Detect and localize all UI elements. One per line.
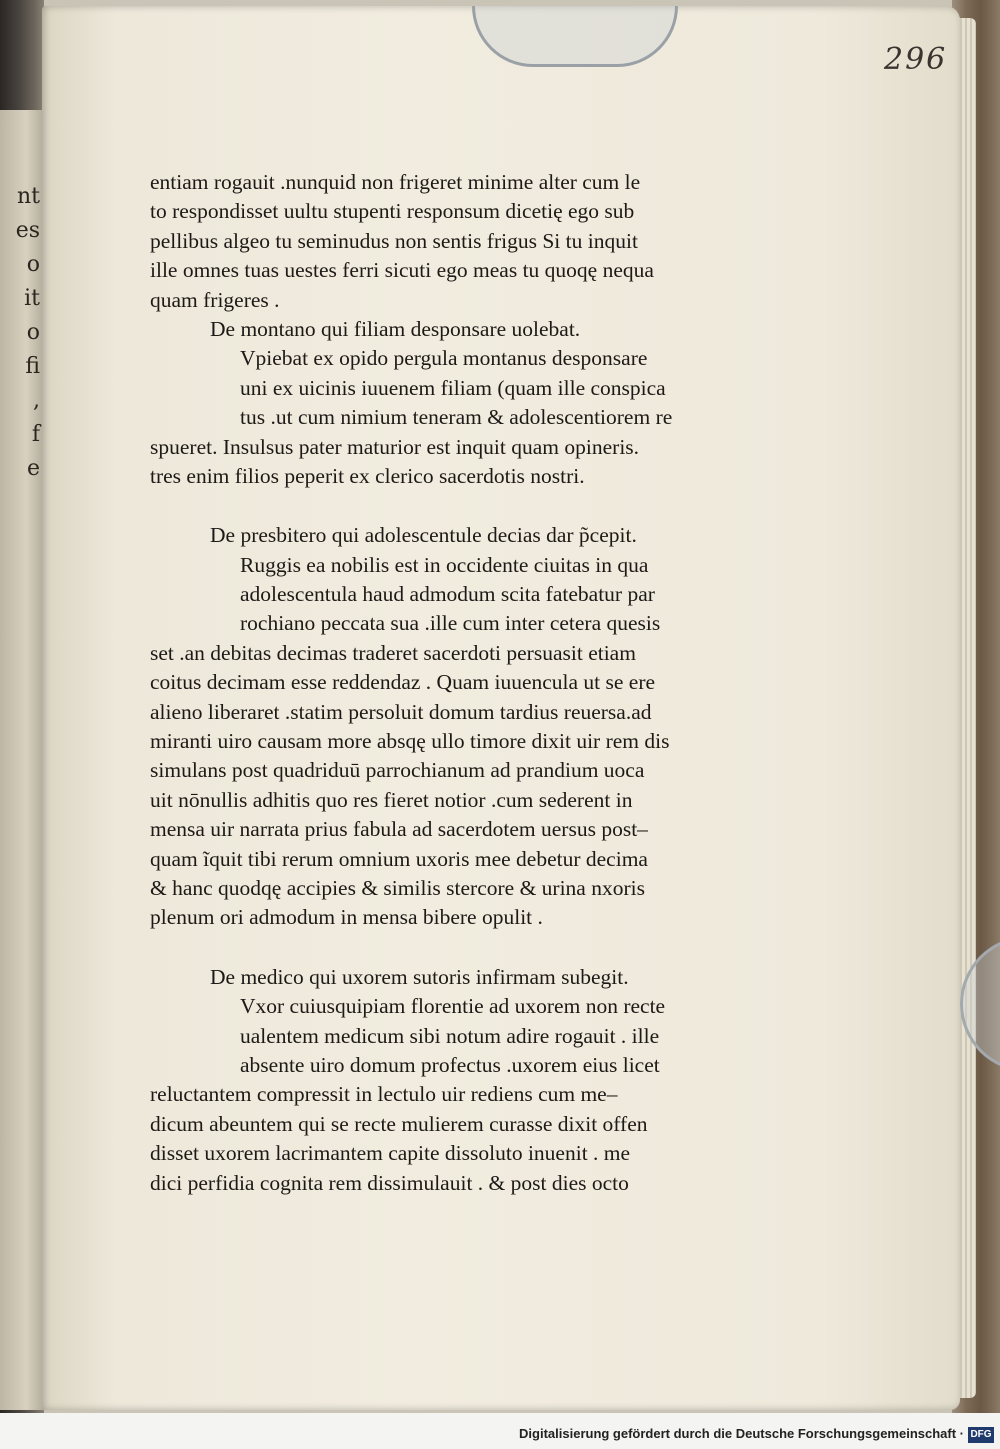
text-line: Ruggis ea nobilis est in occidente ciuitas in qua xyxy=(240,552,649,577)
text-line: absente uiro domum profectus .uxorem eius licet xyxy=(240,1052,660,1077)
text-line: rochiano peccata sua .ille cum inter cetera quesis xyxy=(240,611,661,636)
text-line: pellibus algeo tu seminudus non sentis frigus Si tu inquit xyxy=(150,228,638,253)
left-page-fragment: it xyxy=(24,286,40,311)
text-line: set .an debitas decimas traderet sacerdoti persuasit etiam xyxy=(150,640,636,665)
text-line: uni ex uicinis iuuenem filiam (quam ille conspica xyxy=(240,375,666,400)
left-page-fragment: fi xyxy=(25,354,40,379)
text-line: disset uxorem lacrimantem capite dissoluto inuenit . me xyxy=(150,1141,631,1166)
paragraph-gap xyxy=(150,491,782,521)
text-line: tres enim filios peperit ex clerico sacerdotis nostri. xyxy=(150,463,585,488)
text-line: reluctantem compressit in lectulo uir rediens cum me‒ xyxy=(150,1082,618,1107)
footer-bar xyxy=(0,1413,1000,1449)
dfg-logo: DFG xyxy=(968,1427,994,1443)
left-page-fragment: , xyxy=(33,388,40,413)
text-line: quam frigeres . xyxy=(150,287,280,312)
text-line: entiam rogauit .nunquid non frigeret minime alter cum le xyxy=(150,170,641,194)
left-page-fragment: e xyxy=(26,456,40,481)
funding-credit: Digitalisierung gefördert durch die Deutsche Forschungsgemeinschaft · xyxy=(519,1426,964,1441)
text-line: adolescentula haud admodum scita fatebatur par xyxy=(240,582,655,607)
text-line: tus .ut cum nimium teneram & adolescentiorem re xyxy=(240,405,673,430)
text-line: quam ĩquit tibi rerum omnium uxoris mee debetur decima xyxy=(150,846,648,871)
left-page-fragment: nt xyxy=(16,184,40,209)
text-line: simulans post quadriduū parrochianum ad prandium uoca xyxy=(150,758,645,783)
paragraph-gap xyxy=(150,933,782,963)
text-line: uit nōnullis adhitis quo res fieret notior .cum sederent in xyxy=(150,787,633,812)
text-line: dici perfidia cognita rem dissimulauit . & post dies octo xyxy=(150,1170,629,1195)
text-line: Vpiebat ex opido pergula montanus desponsare xyxy=(240,346,648,371)
text-line: ualentem medicum sibi notum adire rogauit . ille xyxy=(240,1023,660,1048)
text-line: spueret. Insulsus pater maturior est inquit quam opineris. xyxy=(150,434,640,459)
text-line: mensa uir narrata prius fabula ad sacerdotem uersus post‒ xyxy=(150,817,648,842)
text-line: to respondisset uultu stupenti responsum dicetię ego sub xyxy=(150,199,635,224)
left-page-fragment: o xyxy=(26,320,40,345)
text-line: miranti uiro causam more absqę ullo timore dixit uir rem dis xyxy=(150,729,670,754)
text-line: & hanc quodqę accipies & similis stercore & urina nxoris xyxy=(150,875,645,900)
left-page-fragment: f xyxy=(31,422,40,447)
text-line: alieno liberaret .statim persoluit domum tardius reuersa.ad xyxy=(150,699,652,724)
text-line: plenum ori admodum in mensa bibere opulit . xyxy=(150,905,543,930)
text-block xyxy=(150,168,782,1198)
chapter-heading: De medico qui uxorem sutoris infirmam subegit. xyxy=(210,964,629,989)
text-line: dicum abeuntem qui se recte mulierem curasse dixit offen xyxy=(150,1111,648,1136)
text-line: coitus decimam esse reddendaz . Quam iuuencula ut se ere xyxy=(150,670,656,695)
left-page-fragment: o xyxy=(26,252,40,277)
chapter-heading: De montano qui filiam desponsare uolebat. xyxy=(210,316,581,341)
previous-page-edge xyxy=(0,110,44,1410)
left-page-fragment: es xyxy=(15,218,40,243)
text-line: Vxor cuiusquipiam florentie ad uxorem non recte xyxy=(240,994,666,1019)
metal-clip-top xyxy=(472,6,678,67)
chapter-heading: De presbitero qui adolescentule decias dar p̃cepit. xyxy=(210,523,637,548)
folio-number: 296 xyxy=(884,42,948,77)
text-line: ille omnes tuas uestes ferri sicuti ego meas tu quoqę nequa xyxy=(150,258,654,283)
